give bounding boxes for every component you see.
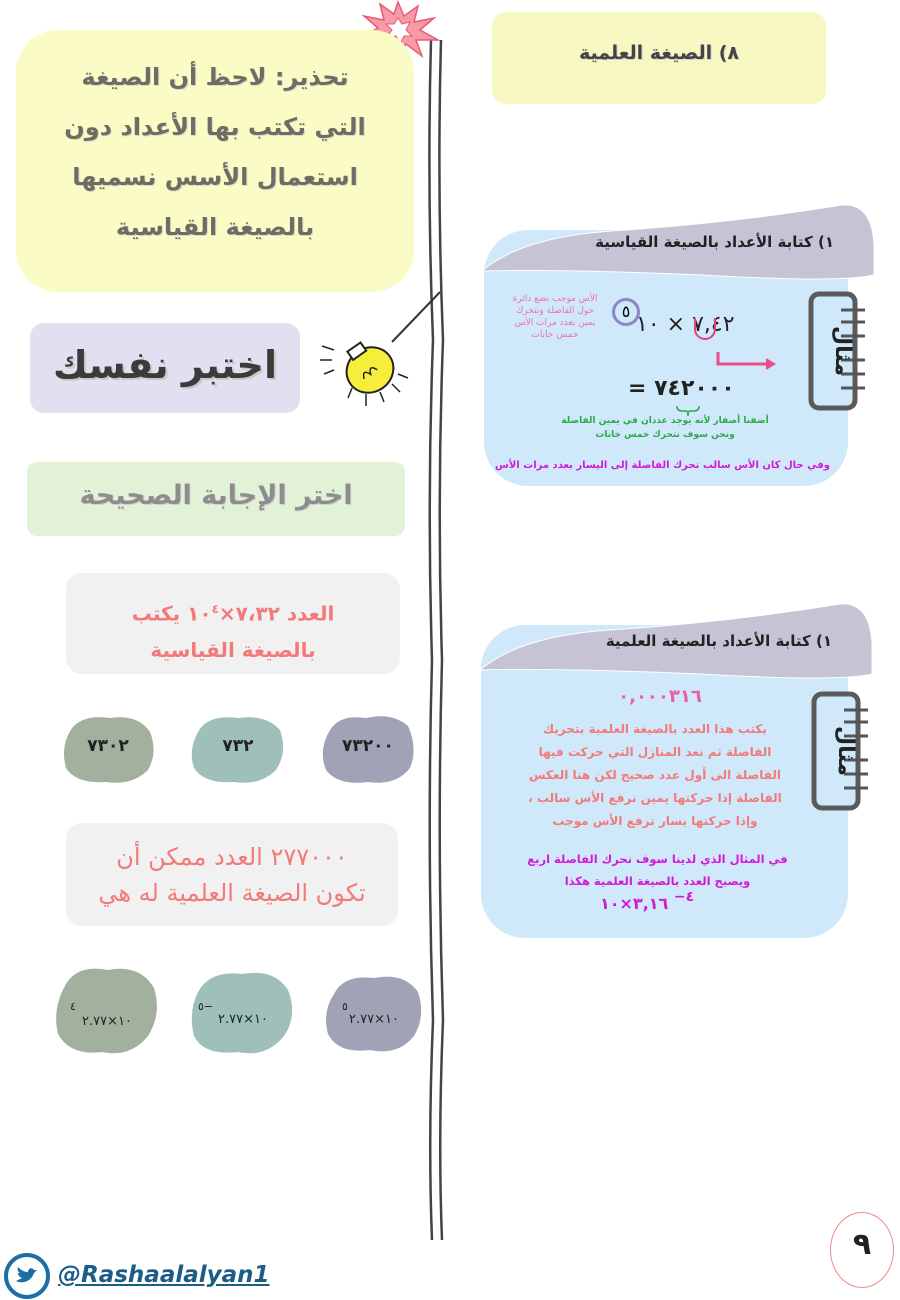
answer-1-option-c[interactable] [58, 712, 158, 786]
brace-icon [676, 402, 700, 414]
answer-2-option-c-base: ١٠×٢.٧٧ [82, 1014, 132, 1029]
answer-1-option-a-text: ٧٣٢٠٠ [342, 736, 394, 756]
section-title: ٨) الصيغة العلمية [578, 42, 740, 64]
decimal-number: ٠,٠٠٠٣١٦ [618, 686, 702, 707]
answer-2-option-c-exp: ٤ [70, 1000, 76, 1013]
final-base: ٣,١٦×١٠ [600, 894, 669, 913]
conclusion-line: ويصبح العدد بالصيغة العلمية هكذا [564, 874, 751, 888]
note-line: الأس موجب نضع دائرة [512, 294, 598, 304]
explain-line: يكتب هذا العدد بالصيغة العلمية بتحريك [543, 722, 767, 736]
warning-box [16, 30, 414, 292]
choose-answer-box [27, 462, 405, 536]
note-line: يمين بعدد مرات الأس [514, 318, 596, 328]
wavy-divider [425, 40, 449, 1240]
positive-exponent-note [500, 293, 610, 341]
explain-line: الفاصلة الى أول عدد صحيح لكن هنا العكس [529, 768, 781, 782]
answer-2-option-c[interactable] [52, 962, 162, 1058]
answer-1-option-a[interactable] [318, 712, 418, 786]
scientific-form-tab [480, 604, 872, 686]
question-1-verb: يكتب [131, 601, 181, 626]
standard-form-heading: ١) كتابة الأعداد بالصيغة القياسية [595, 233, 834, 251]
exponent-value: ٥ [621, 302, 631, 321]
scientific-explanation [510, 718, 800, 833]
final-exponent: ٤− [673, 889, 695, 905]
example-notebook-icon [805, 290, 869, 412]
answer-1-option-b[interactable] [188, 712, 288, 786]
warning-line-3: استعمال الأسس نسميها [72, 163, 358, 191]
explain-line: الفاصلة إذا حركتها يمين نرفع الأس سالب ، [528, 791, 782, 805]
question-2-card [66, 823, 398, 926]
explain-line: الفاصلة ثم نعد المنازل التي حركت فيها [538, 745, 772, 759]
page-number [830, 1212, 894, 1288]
standard-result: ٧٤٢٠٠٠ = [628, 376, 735, 401]
example-label: مثال [830, 326, 855, 376]
answer-2-option-a[interactable] [322, 970, 426, 1056]
warning-line-2: التي تكتب بها الأعداد دون [64, 113, 366, 141]
decimal-circle-mark [694, 318, 716, 340]
answer-2-option-b[interactable] [188, 966, 298, 1058]
note-line: خمس خانات [531, 330, 579, 340]
section-title-box [492, 12, 826, 104]
lightbulb-icon [318, 290, 442, 420]
warning-line-4: بالصيغة القياسية [115, 213, 315, 241]
twitter-handle[interactable]: @Rashaalalyan1 [58, 1262, 270, 1288]
example-notebook-icon-2 [808, 690, 872, 812]
choose-answer-title: اختر الإجابة الصحيحة [79, 480, 353, 511]
standard-expression: ٧,٤٢ × ١٠ [636, 312, 735, 337]
standard-form-tab [482, 205, 874, 287]
note-line: ونحن سوف نتحرك خمس خانات [595, 430, 735, 440]
test-yourself-box [30, 323, 300, 413]
scientific-final-answer [600, 889, 740, 913]
answer-2-option-a-exp: ٥ [342, 1000, 348, 1013]
question-1-exponent: ٤ [211, 602, 219, 616]
zeros-note [560, 414, 770, 442]
answer-2-option-b-base: ١٠×٢.٧٧ [218, 1012, 268, 1027]
right-arrow-icon [716, 352, 776, 372]
question-1-line-2: بالصيغة القياسية [150, 637, 316, 662]
example-label-2: مثال [833, 726, 858, 776]
question-2-line-2: تكون الصيغة العلمية له هي [98, 879, 366, 907]
test-yourself-title: اختبر نفسك [53, 343, 277, 387]
negative-exponent-note: وفي حال كان الأس سالب نحرك الفاصلة إلى اليسار بعدد مرات الأس [495, 460, 830, 471]
scientific-form-heading: ١) كتابة الأعداد بالصيغة العلمية [605, 632, 832, 650]
answer-2-option-b-exp: ٥− [198, 1000, 214, 1013]
answer-2-option-a-base: ١٠×٢.٧٧ [349, 1012, 399, 1027]
question-1-number: العدد ٧،٣٢×١٠ [187, 601, 335, 626]
conclusion-line: في المثال الذي لدينا سوف نحرك الفاصلة اربع [527, 852, 788, 866]
question-2-line-1: ٢٧٧٠٠٠ العدد ممكن أن [116, 843, 348, 871]
note-line: حول الفاصلة ونتحرك [515, 306, 595, 316]
scientific-conclusion [505, 848, 810, 892]
twitter-icon [4, 1253, 50, 1299]
question-1-line-1 [66, 591, 400, 632]
question-1-card [66, 573, 400, 674]
answer-1-option-c-text: ٧٣٠٢ [87, 736, 129, 756]
note-line: أضفنا أصفار لأنه يوجد عددان في يمين الفاصلة [561, 416, 769, 426]
page-number-text: ٩ [852, 1227, 872, 1262]
explain-line: وإذا حركتها يسار ترفع الأس موجب [552, 814, 758, 828]
warning-line-1: تحذير: لاحظ أن الصيغة [81, 63, 349, 91]
answer-1-option-b-text: ٧٣٢ [222, 736, 254, 756]
